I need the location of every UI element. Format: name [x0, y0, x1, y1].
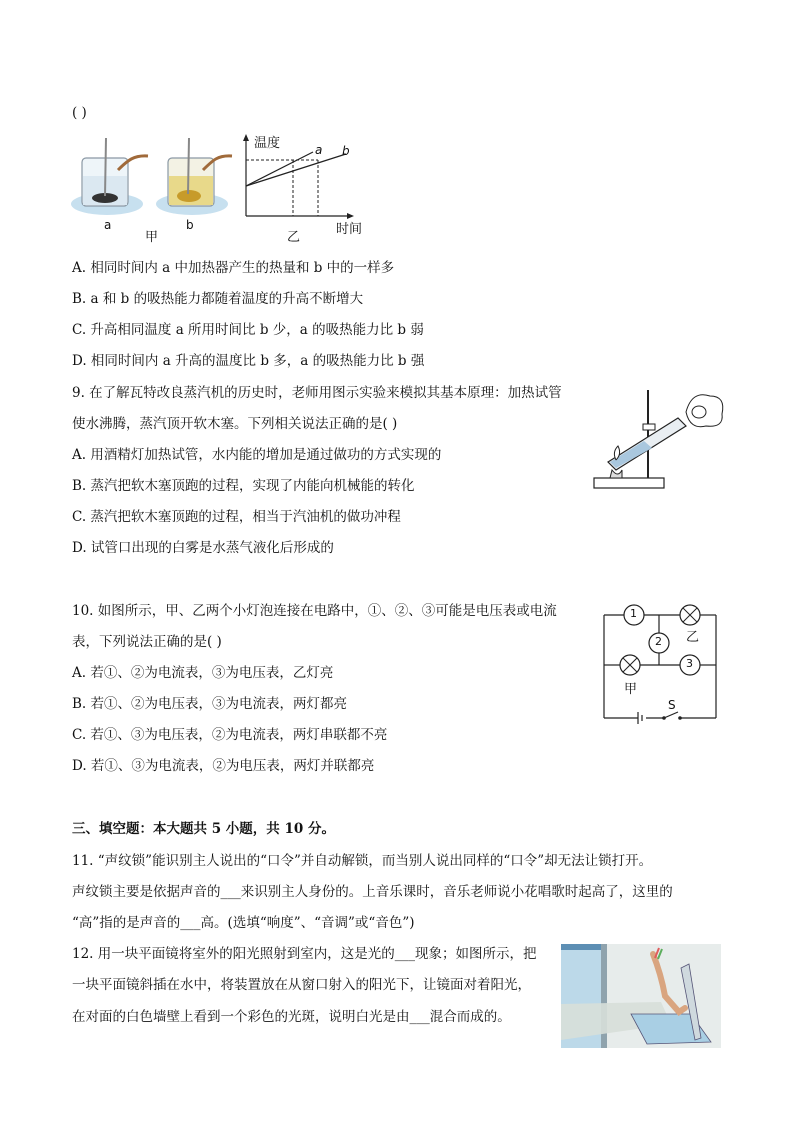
beaker-a-illustration [71, 138, 148, 215]
beaker-b-illustration [156, 138, 232, 215]
graph-x-axis-label: 时间 [336, 222, 363, 237]
circuit-diagram [598, 602, 722, 726]
q8-option-d: D. 相同时间内 a 升高的温度比 b 多，a 的吸热能力比 b 强 [72, 353, 425, 369]
q9-stem-line-2: 使水沸腾，蒸汽顶开软木塞。下列相关说法正确的是( ) [72, 416, 398, 432]
q8-option-c: C. 升高相同温度 a 所用时间比 b 少，a 的吸热能力比 b 弱 [72, 322, 424, 338]
lamp-yi-symbol [680, 605, 700, 625]
label-figure-yi: 乙 [287, 230, 301, 245]
meter-2-label: 2 [655, 635, 662, 648]
q12-line-3: 在对面的白色墙壁上看到一个彩色的光斑，说明白光是由___混合而成的。 [72, 1009, 511, 1025]
graph-curve-a-label: a [315, 143, 323, 157]
q9-option-b: B. 蒸汽把软木塞顶跑的过程，实现了内能向机械能的转化 [72, 478, 415, 494]
label-beaker-b: b [186, 218, 194, 232]
label-beaker-a: a [104, 218, 112, 232]
q9-option-a: A. 用酒精灯加热试管，水内能的增加是通过做功的方式实现的 [72, 447, 442, 463]
lamp-yi-label: 乙 [686, 630, 700, 645]
q8-bracket: ( ) [72, 105, 87, 121]
q12-line-1: 12. 用一块平面镜将室外的阳光照射到室内，这是光的___现象；如图所示，把 [72, 946, 537, 962]
meter-1-label: 1 [630, 607, 637, 620]
q10-option-a: A. 若①、②为电流表，③为电压表，乙灯亮 [72, 665, 334, 681]
q9-stem-line-1: 9. 在了解瓦特改良蒸汽机的历史时，老师用图示实验来模拟其基本原理：加热试管 [72, 385, 562, 401]
q12-line-2: 一块平面镜斜插在水中，将装置放在从窗口射入的阳光下，让镜面对着阳光， [72, 977, 531, 993]
q8-option-a: A. 相同时间内 a 中加热器产生的热量和 b 中的一样多 [72, 260, 395, 276]
lamp-jia-symbol [620, 655, 640, 675]
curve-b-line [246, 154, 346, 186]
section-3-title: 三、填空题：本大题共 5 小题，共 10 分。 [72, 821, 335, 837]
q10-option-d: D. 若①、③为电流表，②为电压表，两灯并联都亮 [72, 758, 375, 774]
q8-option-b: B. a 和 b 的吸热能力都随着温度的升高不断增大 [72, 291, 364, 307]
graph-y-axis-label: 温度 [254, 136, 281, 151]
graph-curve-b-label: b [342, 144, 350, 158]
q10-option-b: B. 若①、②为电压表，③为电流表，两灯都亮 [72, 696, 348, 712]
q11-line-1: 11. “声纹锁”能识别主人说出的“口令”并自动解锁，而当别人说出同样的“口令”却无法让锁打开。 [72, 853, 653, 869]
q10-stem-line-2: 表，下列说法正确的是( ) [72, 634, 222, 650]
meter-3-label: 3 [686, 657, 693, 670]
q11-line-3: “高”指的是声音的___高。(选填“响度”、“音调”或“音色”) [72, 915, 415, 931]
q9-option-d: D. 试管口出现的白雾是水蒸气液化后形成的 [72, 540, 334, 556]
q10-option-c: C. 若①、③为电压表，②为电流表，两灯串联都不亮 [72, 727, 388, 743]
q10-stem-line-1: 10. 如图所示，甲、乙两个小灯泡连接在电路中，①、②、③可能是电压表或电流 [72, 603, 557, 619]
lamp-jia-label: 甲 [624, 682, 638, 697]
curve-a-line [246, 152, 313, 186]
switch-label: S [668, 698, 676, 712]
q11-line-2: 声纹锁主要是依据声音的___来识别主人身份的。上音乐课时，音乐老师说小花唱歌时起高了，这里的 [72, 884, 673, 900]
mirror-water-illustration [561, 944, 721, 1048]
steam-experiment-illustration [588, 382, 728, 502]
q9-option-c: C. 蒸汽把软木塞顶跑的过程，相当于汽油机的做功冲程 [72, 509, 401, 525]
label-figure-jia: 甲 [145, 230, 159, 245]
q8-figure [68, 130, 368, 242]
